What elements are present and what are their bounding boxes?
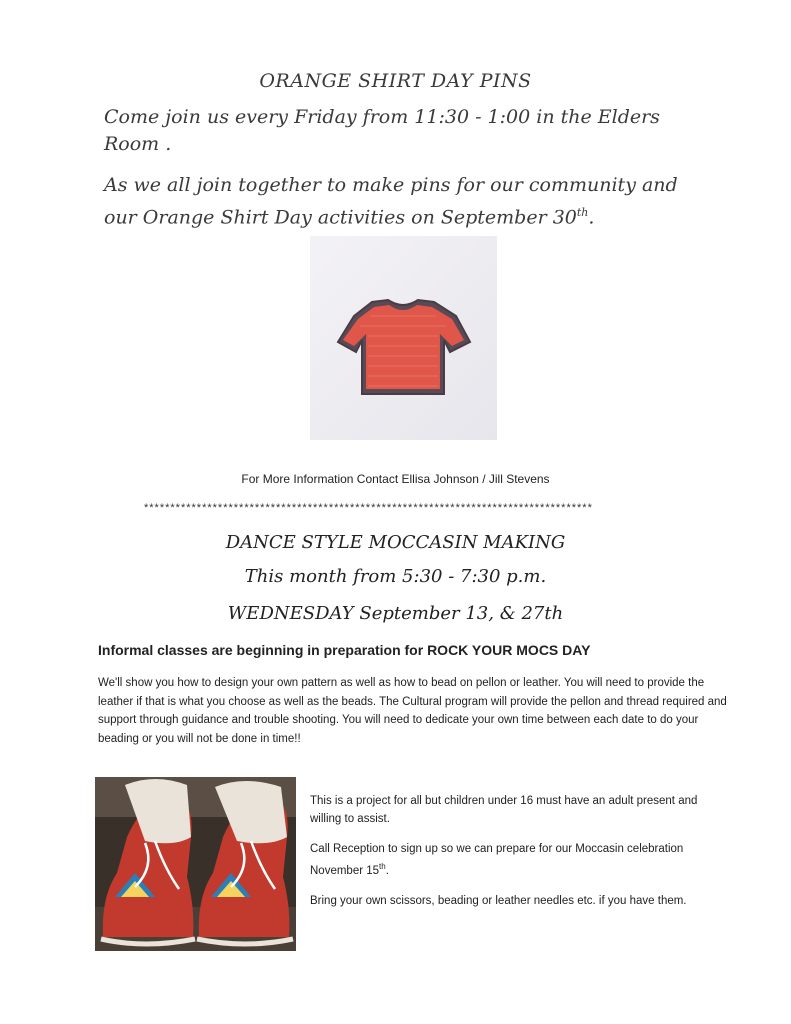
- moccasin-side-notes: [310, 792, 720, 922]
- contact-info: For More Information Contact Ellisa Johnson / Jill Stevens: [241, 472, 550, 486]
- moccasin-time-text: This month from 5:30 - 7:30 p.m.: [244, 566, 547, 587]
- moccasin-dates-text: WEDNESDAY September 13, & 27th: [227, 603, 564, 624]
- beaded-orange-shirt-pin-photo: [310, 236, 497, 440]
- signup-note: Call Reception to sign up so we can prepare for our Moccasin celebration November 15th.: [310, 843, 684, 877]
- asterisk-divider: *************************************************************************************: [144, 502, 593, 514]
- pin-schedule-text: Come join us every Friday from 11:30 - 1:00 in the Elders Room .: [104, 106, 660, 155]
- classes-heading: Informal classes are beginning in preparation for ROCK YOUR MOCS DAY: [98, 642, 591, 658]
- beaded-moccasins-photo: [95, 777, 296, 951]
- moccasin-section-title: DANCE STYLE MOCCASIN MAKING: [225, 532, 566, 553]
- pin-purpose-text: As we all join together to make pins for our community and our Orange Shirt Day activities on September 30th.: [104, 174, 678, 229]
- supplies-note: Bring your own scissors, beading or leather needles etc. if you have them.: [310, 894, 687, 907]
- classes-description: We'll show you how to design your own pattern as well as how to bead on pellon or leather. You will need to provide the leather if that is what you choose as well as the beads. The Cultural program will provide the pellon and thread required and support through guidance and trouble shooting. You will need to dedicate your own time between each date to do your beading or you will not be done in time!!: [98, 677, 727, 745]
- pin-section-title: ORANGE SHIRT DAY PINS: [259, 70, 532, 92]
- age-requirement-note: This is a project for all but children under 16 must have an adult present and willing to assist.: [310, 795, 698, 825]
